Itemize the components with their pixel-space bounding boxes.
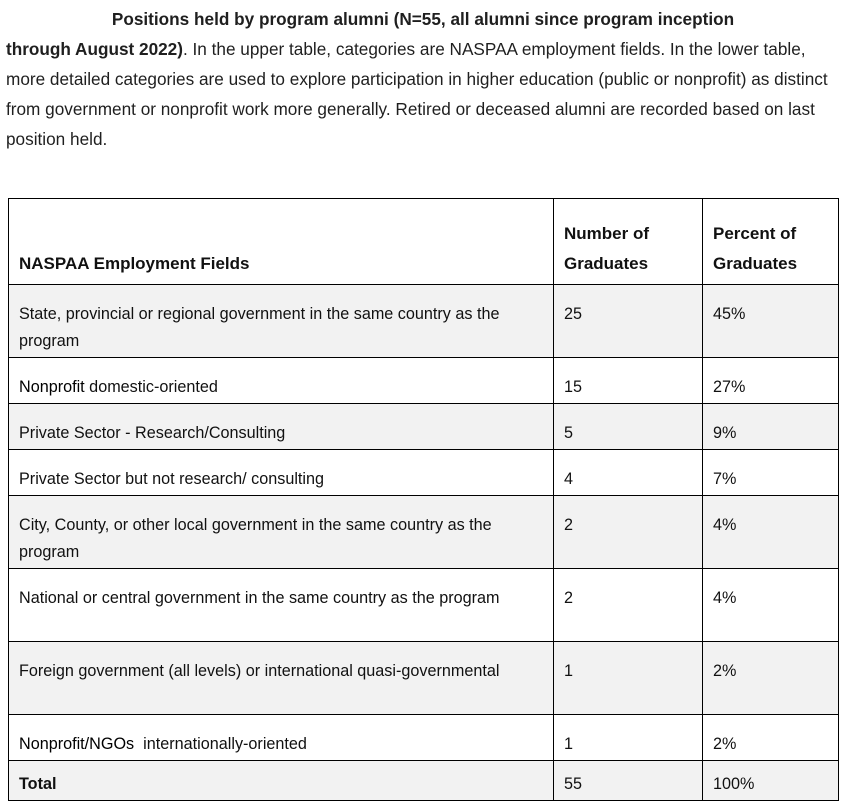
cell-number: 15 xyxy=(554,358,703,404)
cell-number: 2 xyxy=(554,569,703,642)
table-total-row xyxy=(9,761,839,801)
cell-percent: 4% xyxy=(703,496,839,569)
header-percent-of-graduates: Percent of Graduates xyxy=(703,199,839,285)
caption-body: . In the upper table, categories are NASPAA employment fields. In the lower table, more detailed categories are used to explore participation in higher education (public or nonprofit) as distinct from government or nonprofit work more generally. Retired or deceased alumni are recorded based on last position held. xyxy=(6,39,828,149)
cell-number: 4 xyxy=(554,450,703,496)
employment-table-container xyxy=(8,198,838,801)
table-row xyxy=(9,642,839,715)
table-row xyxy=(9,404,839,450)
cell-percent: 2% xyxy=(703,715,839,761)
cell-percent: 27% xyxy=(703,358,839,404)
table-row xyxy=(9,569,839,642)
cell-percent: 2% xyxy=(703,642,839,715)
cell-number: 2 xyxy=(554,496,703,569)
cell-number: 1 xyxy=(554,715,703,761)
header-employment-fields: NASPAA Employment Fields xyxy=(9,199,554,285)
table-caption xyxy=(6,4,840,154)
cell-number: 25 xyxy=(554,285,703,358)
cell-number: 5 xyxy=(554,404,703,450)
cell-field: Private Sector - Research/Consulting xyxy=(9,404,554,450)
table-row xyxy=(9,358,839,404)
cell-field: State, provincial or regional government in the same country as the program xyxy=(9,285,554,358)
field-prefix: Nonprofit xyxy=(19,378,85,396)
table-row xyxy=(9,285,839,358)
cell-percent: 45% xyxy=(703,285,839,358)
total-number: 55 xyxy=(554,761,703,801)
table-row xyxy=(9,450,839,496)
cell-field: Foreign government (all levels) or international quasi-governmental xyxy=(9,642,554,715)
employment-fields-table xyxy=(8,198,839,801)
header-number-of-graduates: Number of Graduates xyxy=(554,199,703,285)
table-row xyxy=(9,715,839,761)
field-suffix: internationally-oriented xyxy=(134,735,307,753)
cell-number: 1 xyxy=(554,642,703,715)
cell-field xyxy=(9,715,554,761)
caption-title: Positions held by program alumni (N=55, all alumni since program inception xyxy=(111,9,735,29)
total-percent: 100% xyxy=(703,761,839,801)
table-header-row xyxy=(9,199,839,285)
cell-percent: 9% xyxy=(703,404,839,450)
cell-percent: 4% xyxy=(703,569,839,642)
table-row xyxy=(9,496,839,569)
caption-title-continued: through August 2022) xyxy=(6,39,183,59)
total-label: Total xyxy=(9,761,554,801)
cell-field: National or central government in the same country as the program xyxy=(9,569,554,642)
cell-percent: 7% xyxy=(703,450,839,496)
field-suffix: domestic-oriented xyxy=(84,378,218,396)
cell-field: Private Sector but not research/ consulting xyxy=(9,450,554,496)
cell-field: City, County, or other local government in the same country as the program xyxy=(9,496,554,569)
field-prefix: Nonprofit/NGOs xyxy=(19,735,135,753)
cell-field xyxy=(9,358,554,404)
